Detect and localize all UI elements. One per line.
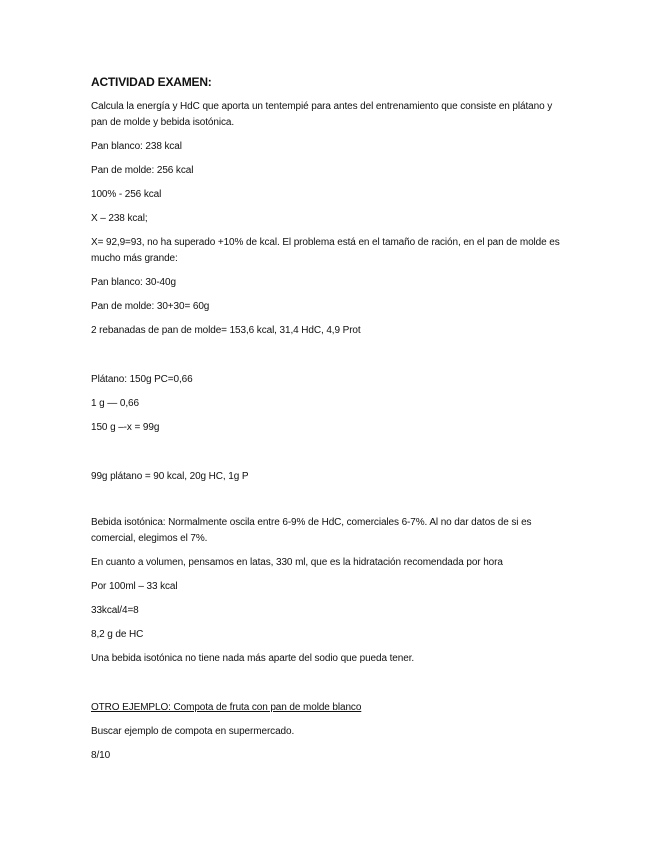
intro-paragraph: Calcula la energía y HdC que aporta un tentempié para antes del entrenamiento que consiste en plátano y pan de molde y bebida isotónica.	[91, 101, 553, 128]
platano-regla-2: 150 g –-x = 99g	[91, 422, 160, 433]
sodio-line: Una bebida isotónica no tiene nada más aparte del sodio que pueda tener.	[91, 653, 415, 664]
pan-blanco-gramos: Pan blanco: 30-40g	[91, 277, 176, 288]
platano-resultado: 99g plátano = 90 kcal, 20g HC, 1g P	[91, 471, 249, 482]
nota-line: 8/10	[91, 750, 111, 761]
otro-ejemplo-heading: OTRO EJEMPLO: Compota de fruta con pan de molde blanco	[91, 702, 362, 713]
platano-regla-1: 1 g — 0,66	[91, 398, 139, 409]
document-title: ACTIVIDAD EXAMEN:	[91, 75, 212, 89]
pan-molde-kcal: Pan de molde: 256 kcal	[91, 165, 194, 176]
pan-molde-gramos: Pan de molde: 30+30= 60g	[91, 301, 210, 312]
hc-line: 8,2 g de HC	[91, 629, 144, 640]
volumen-line: En cuanto a volumen, pensamos en latas, 330 ml, que es la hidratación recomendada por hora	[91, 557, 503, 568]
buscar-line: Buscar ejemplo de compota en supermercado.	[91, 726, 295, 737]
regla-tres-line-1: 100% - 256 kcal	[91, 189, 162, 200]
resultado-paragraph: X= 92,9=93, no ha superado +10% de kcal. El problema está en el tamaño de ración, en el pan de molde es mucho más grande:	[91, 237, 560, 264]
calculo-line: 33kcal/4=8	[91, 605, 139, 616]
platano-line: Plátano: 150g PC=0,66	[91, 374, 193, 385]
regla-tres-line-2: X – 238 kcal;	[91, 213, 148, 224]
pan-blanco-kcal: Pan blanco: 238 kcal	[91, 141, 182, 152]
por-100ml-line: Por 100ml – 33 kcal	[91, 581, 178, 592]
rebanadas-line: 2 rebanadas de pan de molde= 153,6 kcal, 31,4 HdC, 4,9 Prot	[91, 325, 361, 336]
bebida-paragraph: Bebida isotónica: Normalmente oscila entre 6-9% de HdC, comerciales 6-7%. Al no dar datos de si es comercial, elegimos el 7%.	[91, 517, 532, 544]
